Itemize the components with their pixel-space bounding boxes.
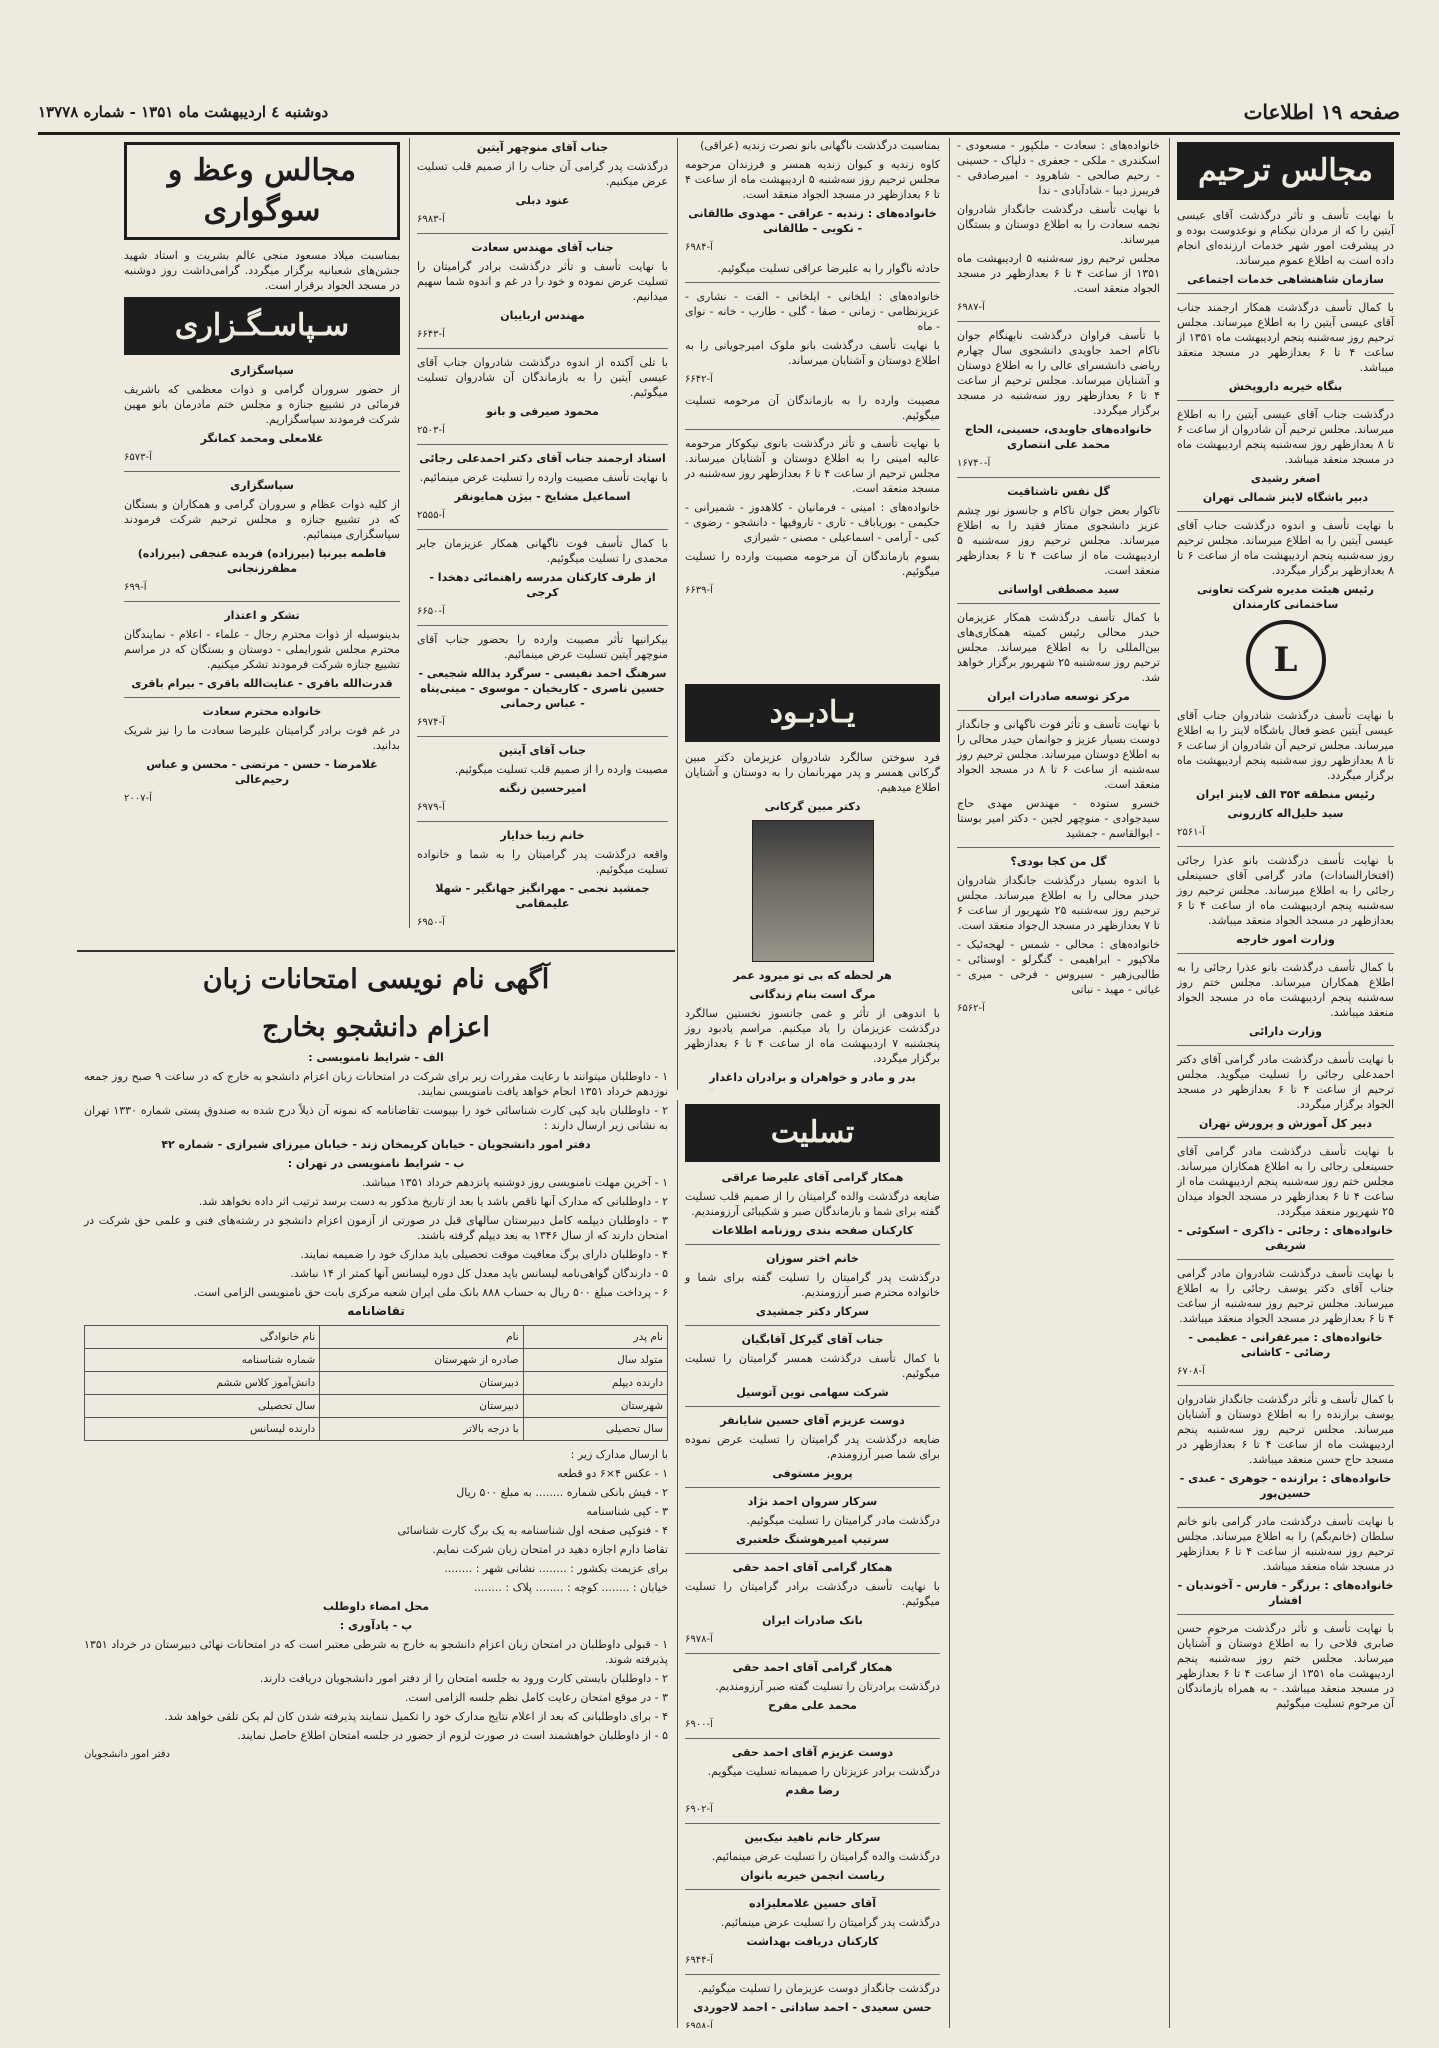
ad-code: آ-۶۹۸۷ xyxy=(957,302,985,313)
ad-code: آ-۶۵۷۳ xyxy=(124,452,152,463)
notice-text: با نهایت تأسف و تأثر درگذشت مرحوم حسن صابری فلاحی را به اطلاع دوستان و آشنایان میرساند. مجلس ختم روز سه‌شنبه پنجم اردیبهشت ماه ۱۳۵۱ از ساعت ۴ تا ۶ بعدازظهر در مسجد منعقد میباشد. - به همراه بازماندگان آن مرحوم تسلیت میگوئیم xyxy=(1177,1622,1395,1710)
divider xyxy=(1177,1385,1394,1386)
ad-text: ۲ - داوطلبان بایستی کارت ورود به جلسه امتحان را از دفتر امور دانشجویان دریافت دارند. xyxy=(259,1672,668,1685)
notice-text: با نهایت تأسف و تأثر فوت ناگهانی و جانگداز دوست بسیار عزیز و جوانمان حیدر محالی را به اطلاع دوستان میرساند. مجلس ترحیم روز سه‌شنبه از ساعت ۶ تا ۸ در مسجد الجواد منعقد است. xyxy=(957,718,1160,791)
form-row xyxy=(85,1372,668,1395)
notice-text: بسوم بازماندگان آن مرحومه مصیبت وارده را تسلیت میگوئیم. xyxy=(685,550,940,578)
notice-text: درگذشت پدر گرامی آن جناب را از صمیم قلب تسلیت عرض میکنیم. xyxy=(417,160,668,188)
notice-signature: امیرحسین زنگنه xyxy=(498,782,587,795)
notice-text: مصیبت وارده را از صمیم قلب تسلیت میگوئیم. xyxy=(454,763,668,776)
notice-text: خسرو ستوده - مهندس مهدی حاج سیدجوادی - منوچهر لجین - دکتر امیر بوستا - ابوالقاسم - جمشید xyxy=(957,797,1160,840)
ad-text: ۲ - فیش بانکی شماره ........ به مبلغ ۵۰۰ ریال xyxy=(456,1486,668,1499)
ad-text: ۵ - از داوطلبان خواهشمند است در صورت لزوم از حضور در جلسه امتحان اطلاع حاصل نمایند. xyxy=(237,1729,668,1742)
ad-title-line1: آگهی نام نویسی امتحانات زبان xyxy=(202,964,550,995)
form-cell[interactable]: دانش‌آموز کلاس ششم xyxy=(85,1372,320,1395)
form-cell[interactable]: دارنده لیسانس xyxy=(85,1418,320,1441)
divider xyxy=(685,1244,940,1245)
condolence-signature: کارکنان دریافت بهداشت xyxy=(746,1935,879,1948)
notice-signature: خانواده‌های : برازنده - جوهری - عبدی - حسین‌پور xyxy=(1179,1472,1392,1500)
notice-signature: سرهنگ احمد نفیسی - سرگرد یدالله شجیعی - حسین ناصری - کاریخیان - موسوی - مینی‌پناه - عباس رحمانی xyxy=(418,667,667,710)
divider xyxy=(1177,846,1394,847)
condolence-heading: همکار گرامی آقای احمد حقی xyxy=(732,1561,893,1574)
notice-text: مصیبت وارده را به بازماندگان آن مرحومه تسلیت میگوئیم. xyxy=(685,394,940,422)
notice-signature: محمود صیرفی و بانو xyxy=(486,405,599,418)
notice-heading: گل من کجا بودی؟ xyxy=(1010,855,1107,868)
condolence-signature: بانک صادرات ایران xyxy=(762,1614,863,1627)
ad-code: آ-۶۶۴۳ xyxy=(417,329,445,340)
sermon-banner: مجالس وعظ و سوگواری xyxy=(124,142,400,240)
col1-notices xyxy=(1177,208,1394,612)
notice-text: خانواده‌های : سعادت - ملکپور - مسعودی - اسکندری - ملکی - جعفری - دلپاک - حسینی - رحیم صالحی - شاهرود - امیرصادقی - فریبرز دیبا - شادآبادی - ندا xyxy=(957,139,1160,197)
notice-text: با نهایت تأسف مصیبت وارده را تسلیت عرض مینمائیم. xyxy=(419,471,668,484)
notice-signature: قدرت‌الله باقری - عنایت‌الله باقری - بیرام باقری xyxy=(131,677,393,690)
ad-code: آ-۶۹۵۸ xyxy=(685,2021,713,2028)
condolence-text: درگذشت مادر گرامیتان را تسلیت میگوئیم. xyxy=(746,1514,940,1527)
divider xyxy=(1177,1614,1394,1615)
notice-signature: سید مصطفی اواساتی xyxy=(997,583,1120,596)
memorial-caption: هر لحظه که بی تو میرود عمر xyxy=(733,969,892,982)
ad-text: با ارسال مدارک زیر : xyxy=(570,1448,668,1461)
divider xyxy=(1177,1259,1394,1260)
ad-text: ۱ - عکس ۴×۶ دو قطعه xyxy=(557,1467,668,1480)
divider xyxy=(1177,1507,1394,1508)
notice-signature: وزارت دارائی xyxy=(1249,1025,1322,1038)
memorial-text: با اندوهی از تأثر و غمی جانسوز نخستین سالگرد درگذشت عزیزمان را یاد میکنیم. مراسم یادبود روز پنجشنبه ۷ اردیبهشت ماه از ساعت ۴ تا ۶ بعدازظهر برگزار میگردد. xyxy=(685,1007,941,1065)
form-cell[interactable]: شماره شناسنامه xyxy=(85,1349,320,1372)
lions-club-logo xyxy=(1246,620,1326,700)
notice-signature: غلامرضا - حسن - مرتضی - محسن و عباس رحیم‌عالی xyxy=(146,758,378,786)
notice-text: با نهایت تأسف درگذشت مادر گرامی بانو خانم سلطان (خانم‌بگم) را به اطلاع میرساند. مجلس ترحیم روز سه‌شنبه از ساعت ۴ تا ۶ بعدازظهر در مسجد شاه منعقد میباشد. xyxy=(1177,1515,1394,1573)
notice-signature: خانواده‌های : رجائی - ذاکری - اسکوئی - شریفی xyxy=(1177,1224,1394,1252)
condolence-signature: شرکت سهامی نوین آتوسیل xyxy=(736,1386,889,1399)
condolence-heading: دوست عزیزم آقای احمد حقی xyxy=(731,1746,894,1759)
divider xyxy=(957,603,1160,604)
ad-code: آ-۱۶۷۴۰ xyxy=(957,458,991,469)
ad-code: آ-۶۹۹ xyxy=(124,582,147,593)
notice-text: واقعه درگذشت پدر گرامیتان را به شما و خانواده تسلیت میگوئیم. xyxy=(417,848,668,876)
ad-code xyxy=(685,1089,940,1090)
form-title: تقاضانامه xyxy=(347,1304,405,1318)
condolence-signature: سرتیپ امیرهوشنگ خلعتبری xyxy=(735,1533,890,1546)
divider xyxy=(685,1325,940,1326)
date-issue: دوشنبه ٤ اردیبهشت ماه ۱۳۵۱ - شماره ۱۳۷۷۸ xyxy=(38,103,329,121)
notice-signature: از طرف کارکنان مدرسه راهنمائی دهخدا - کرجی xyxy=(429,571,656,599)
condolence-heading: همکار گرامی آقای علیرضا عراقی xyxy=(721,1171,904,1184)
ad-text: برای عزیمت بکشور : ........ نشانی شهر : ........ xyxy=(444,1562,668,1575)
form-cell[interactable]: سال تحصیلی xyxy=(523,1418,667,1441)
form-row xyxy=(85,1395,668,1418)
form-cell[interactable]: دارنده دیپلم xyxy=(523,1372,667,1395)
condolence-text: با کمال تأسف درگذشت همسر گرامیتان را تسلیت میگوئیم. xyxy=(685,1352,940,1380)
ad-text: ۲ - داوطلبانی که مدارک آنها ناقص باشد یا بعد از تاریخ مذکور به دست برسد ترتیب اثر داده نخواهد شد. xyxy=(198,1195,668,1208)
notice-heading: سپاسگزاری xyxy=(230,479,294,492)
divider xyxy=(417,625,668,626)
notice-signature: خانواده‌های : زندیه - عراقی - مهدوی طالقانی - نکویی - طالقانی xyxy=(688,207,937,235)
notice-text: با نهایت تأسف و تأثر درگذشت آقای عیسی آیتین را که از مردان نیکنام و نوعدوست بوده و در پیشرفت امور شهر خدمات ارزنده‌ای انجام داده است به اطلاع عموم میرساند. xyxy=(1177,209,1394,267)
notice-signature: رئیس منطقه ۳۵۴ الف لاینز ایران xyxy=(1196,788,1375,801)
notice-text: بیکرانیها تأثر مصیبت وارده را بحضور جناب آقای منوچهر آیتین تسلیت عرض مینمائیم. xyxy=(417,633,668,661)
ad-text: ۵ - دارندگان گواهی‌نامه لیسانس باید معدل کل دوره لیسانس آنها کمتر از ۱۴ نباشد. xyxy=(290,1267,668,1280)
notice-text: با نهایت تأسف درگذشت بانو ملوک امیرجویانی را به اطلاع دوستان و آشنایان میرساند. xyxy=(685,339,940,367)
page-label: صفحه ۱۹ اطلاعات xyxy=(1243,100,1400,124)
divider xyxy=(957,477,1160,478)
notice-text: با اندوه بسیار درگذشت جانگداز شادروان حیدر محالی را به اطلاع میرساند. مجلس ترحیم روز سه‌شنبه ۲۵ شهریور از ساعت ۶ تا ۷ بعدازظهر در مسجد ال‌جواد منعقد است. xyxy=(957,874,1160,932)
notice-text: با تلی آکنده از اندوه درگذشت شادروان جناب آقای عیسی آیتین را به بازماندگان آن شادروان تسلیت میگوئیم. xyxy=(417,356,668,399)
ad-code: آ-۶۹۸۳ xyxy=(417,214,445,225)
notice-text: از کلیه ذوات عظام و سروران گرامی و همکاران و بستگان که در تشییع جنازه و مجلس ترحیم شرکت فرمودند سپاسگزاری مینمائیم. xyxy=(124,498,400,541)
divider xyxy=(685,1653,940,1654)
form-cell[interactable]: نام پدر xyxy=(523,1326,667,1349)
ad-code: آ-۶۹۷۸ xyxy=(685,1634,713,1645)
notice-signature: خانواده‌های : برزگر - فارس - آخوندیان - افشار xyxy=(1177,1579,1394,1607)
notice-heading: جناب آقای مهندس سعادت xyxy=(471,241,614,254)
divider xyxy=(1177,1045,1394,1046)
condolence-banner: تسلیت xyxy=(685,1104,940,1162)
condolence-text: درگذشت برادر عزیزتان را صمیمانه تسلیت میگویم. xyxy=(707,1765,940,1778)
condolence-heading: همکار گرامی آقای احمد حقی xyxy=(732,1661,893,1674)
condolence-heading: خانم اختر سوزان xyxy=(766,1252,859,1265)
ad-text: ۴ - فتوکپی صفحه اول شناسنامه به یک برگ کارت شناسائی xyxy=(397,1524,668,1537)
column-5 xyxy=(117,138,407,928)
application-form xyxy=(84,1325,668,1441)
divider xyxy=(417,348,668,349)
condolence-heading: دوست عزیزم آقای حسین شایانفر xyxy=(720,1414,905,1427)
ad-code: آ-۲۰۰۷ xyxy=(124,793,152,804)
condolence-signature: پرویز مستوفی xyxy=(772,1467,853,1480)
notice-heading: استاد ارجمند جناب آقای دکتر احمدعلی رجائی xyxy=(419,452,666,465)
ad-signature: دفتر امور دانشجویان xyxy=(84,1749,170,1760)
ad-section-a: الف - شرایط نامنویسی : xyxy=(308,1051,444,1064)
divider xyxy=(685,1487,940,1488)
form-row xyxy=(85,1349,668,1372)
notice-heading: تشکر و اعتذار xyxy=(224,609,300,622)
notice-text: با نهایت تأسف و تأثر درگذشت بانوی نیکوکار مرحومه عالیه امینی را به اطلاع دوستان و آشنایان میرساند. مجلس ترحیم از ساعت ۴ تا ۶ بعدازظهر روز سه‌شنبه در مسجد منعقد است. xyxy=(685,437,940,495)
ad-code: آ-۶۹۸۴ xyxy=(685,242,713,253)
ad-code: آ-۲۵۰۳ xyxy=(417,425,445,436)
divider xyxy=(685,1974,940,1975)
notice-text: با نهایت تأسف درگذشت مادر گرامی آقای حسینعلی رجائی را به اطلاع همکاران میرساند. مجلس ختم روز سه‌شنبه پنجم اردیبهشت ماه از ساعت ۴ تا ۶ بعدازظهر در مسجد الجواد میدان ۲۵ شهریور منعقد میگردد. xyxy=(1177,1145,1394,1218)
form-cell[interactable]: دبیرستان xyxy=(320,1372,524,1395)
notice-heading: جناب آقای منوچهر آیتین xyxy=(476,141,609,154)
notice-text: از حضور سروران گرامی و ذوات معظمی که باشریف فرمائی در تشییع جنازه و مجلس ختم مادرمان بانو مهین شرکت فرمودند سپاسگزاریم. xyxy=(124,383,400,426)
condolence-text: درگذشت پدر گرامیتان را تسلیت گفته برای شما و خانواده محترم صبر آرزومندیم. xyxy=(685,1271,940,1299)
ad-code: آ-۶۶۳۹ xyxy=(685,585,713,596)
condolence-heading: جناب آقای گیرکل آقابگیان xyxy=(741,1333,884,1346)
ad-code: آ-۲۵۶۱ xyxy=(1177,827,1205,838)
notice-text: کاوه زندیه و کیوان زندیه همسر و فرزندان مرحومه مجلس ترحیم روز سه‌شنبه ۵ اردیبهشت ماه از ساعت ۴ تا ۶ بعدازظهر در مسجد الجواد منعقد است. xyxy=(685,158,940,201)
divider xyxy=(417,821,668,822)
form-cell[interactable]: نام xyxy=(320,1326,524,1349)
condolence-signature: کارکنان صفحه بندی روزنامه اطلاعات xyxy=(711,1224,914,1237)
col1-notices-2 xyxy=(1177,708,1394,1711)
divider xyxy=(1177,1137,1394,1138)
divider xyxy=(685,429,940,430)
notice-signature: خانواده‌های جاویدی، حسینی، الحاج محمد علی انتصاری xyxy=(964,423,1153,451)
gratitude-banner: سـپاسـگـزاری xyxy=(124,297,400,355)
ad-text: ۶ - پرداخت مبلغ ۵۰۰ ریال به حساب ۸۸۸ بانک ملی ایران شعبه مرکزی بابت حق نامنویسی الزامی است. xyxy=(193,1286,668,1299)
notice-text: با کمال تأسف درگذشت همکار عزیزمان حیدر محالی رئیس کمیته همکاری‌های بین‌المللی را به اطلاع میرساند. مجلس ترحیم روز سه‌شنبه ۲۵ شهریور برگزار خواهد شد. xyxy=(957,611,1160,684)
notice-text: با نهایت تأسف درگذشت مادر گرامی آقای دکتر احمدعلی رجائی را تسلیت میگوید. مجلس ترحیم از ساعت ۴ تا ۶ بعدازظهر در مسجد الجواد برگزار میگردد. xyxy=(1177,1053,1394,1111)
ad-text: ۱ - قبولی داوطلبان در امتحان زبان اعزام دانشجو به خارج به شرطی معتبر است که در امتحانات نهائی دبیرستان در خرداد ۱۳۵۱ پذیرفته شوند. xyxy=(84,1638,668,1666)
condolence-signature: رضا مقدم xyxy=(785,1784,840,1797)
ad-code: آ-۶۹۷۹ xyxy=(417,802,445,813)
notice-text: با نهایت تأسف درگذشت جانگداز شادروان نجمه سعادت را به اطلاع دوستان و بستگان میرساند. xyxy=(957,203,1160,246)
notice-text: با کمال تأسف و تأثر درگذشت جانگداز شادروان یوسف برازنده را به اطلاع دوستان و آشنایان میرساند. مجلس ترحیم روز سه‌شنبه پنجم اردیبهشت ماه از ساعت ۴ تا ۶ بعدازظهر در مسجد حاج حسن منعقد میباشد. xyxy=(1177,1393,1394,1466)
ad-text: ۳ - داوطلبان دیپلمه کامل دبیرستان سالهای قبل در صورتی از آزمون اعزام دانشجو در رشته‌های فنی و علمی حق شرکت در امتحان دارند که از سال ۱۳۴۶ به بعد دیپلم گرفته باشند. xyxy=(84,1214,668,1242)
signature-line: محل امضاء داوطلب xyxy=(322,1600,430,1613)
ad-code: آ-۶۶۵۰ xyxy=(417,606,445,617)
condolence-signature: حسن سعیدی - احمد ساداتی - احمد لاجوردی xyxy=(693,2001,932,2014)
divider xyxy=(417,233,668,234)
notice-text: خانواده‌های : محالی - شمس - لهجه‌ئیک - ملاکپور - ابراهیمی - گنگرلو - اوستائی - طالبی‌زهیر - سیروس - فرخی - میری - غیاثی - مهید - نباتی xyxy=(957,938,1160,996)
divider xyxy=(685,1553,940,1554)
ad-text: ۱ - آخرین مهلت نامنویسی روز دوشنبه پانزدهم خرداد ۱۳۵۱ میباشد. xyxy=(361,1176,668,1189)
condolence-signature: محمد علی مفرح xyxy=(768,1699,857,1712)
notice-text: با نهایت تأسف و تأثر درگذشت برادر گرامیتان را تسلیت عرض نموده و خود را در غم و اندوه شما سهیم میدانیم. xyxy=(417,260,668,303)
notice-text: با کمال تأسف درگذشت بانو عذرا رجائی را به اطلاع همکاران میرساند. مجلس ختم روز سه‌شنبه پنجم اردیبهشت ماه در مسجد الجواد منعقد میباشد. xyxy=(1177,961,1394,1019)
notice-signature: اسماعیل مشایخ - بیژن همایونفر xyxy=(454,490,631,503)
condolence-heading: سرکار خانم ناهید نیک‌بین xyxy=(744,1831,881,1844)
notice-text: با نهایت تأسف درگذشت شادروان جناب آقای عیسی آیتین عضو فعال باشگاه لاینز را به اطلاع میرساند. مجلس ترحیم آن شادروان از ساعت ۶ تا ۸ بعدازظهر روز سه‌شنبه پنجم اردیبهشت ماه برگزار میگردد. xyxy=(1177,709,1394,782)
condolence-text: درگذشت برادرتان را تسلیت گفته صبر آرزومندیم. xyxy=(715,1680,940,1693)
form-row xyxy=(85,1418,668,1441)
ad-text: ۱ - داوطلبان میتوانند با رعایت مقررات زیر برای شرکت در امتحانات زبان اعزام دانشجو به خارج که در ساعت ۹ صبح روز جمعه نوزدهم خرداد ۱۳۵۱ انجام خواهد یافت نامنویسی نمایند. xyxy=(84,1070,668,1098)
notice-text: در غم فوت برادر گرامیتان علیرضا سعادت ما را نیز شریک بدانید. xyxy=(124,724,400,752)
ad-text: ۳ - کپی شناسنامه xyxy=(586,1505,668,1518)
ad-code: آ-۶۵۶۲ xyxy=(957,1003,985,1014)
ad-text: خیابان : ........ کوچه : ........ پلاک : ........ xyxy=(473,1581,668,1594)
form-cell[interactable]: با درجه بالاتر xyxy=(320,1418,524,1441)
notice-signature: رئیس هیئت مدیره شرکت تعاونی ساختمانی کارمندان xyxy=(1197,583,1374,611)
divider xyxy=(1177,293,1394,294)
notice-signature: جمشید نجمی - مهرانگیز جهانگیر - شهلا علیمقامی xyxy=(435,882,650,910)
notice-signature: عنود دبلی xyxy=(515,194,570,207)
divider xyxy=(124,697,400,698)
form-cell[interactable]: متولد سال xyxy=(523,1349,667,1372)
condolence-heading: آقای حسین غلامعلیزاده xyxy=(749,1897,876,1910)
ad-section-b: ب - شرایط نامنویسی در تهران : xyxy=(287,1157,465,1170)
condolence-text: درگذشت پدر گرامیتان را تسلیت عرض مینمائیم. xyxy=(720,1916,940,1929)
ad-text: ۴ - داوطلبان دارای برگ معافیت موقت تحصیلی باید مدارک خود را ضمیمه نمایند. xyxy=(300,1248,668,1261)
memorial-block xyxy=(677,680,947,1090)
ad-section-c: پ - یادآوری : xyxy=(339,1619,413,1632)
ad-address: دفتر امور دانشجویان - خیابان کریمخان زند - خیابان میرزای شیرازی - شماره ۴۲ xyxy=(161,1138,591,1151)
notice-text: با نهایت تأسف و اندوه درگذشت جناب آقای عیسی آیتین را به اطلاع میرساند. مجلس ترحیم روز سه‌شنبه پنجم اردیبهشت ماه از ساعت ۶ تا ۸ بعدازظهر برگزار میگردد. xyxy=(1177,519,1394,577)
ad-code: آ-۶۹۰۲ xyxy=(685,1804,713,1815)
condolence-signature: سرکار دکتر جمشیدی xyxy=(756,1305,869,1318)
notice-signature: دبیر کل آموزش و پرورش تهران xyxy=(1198,1117,1372,1130)
notice-signature: سازمان شاهنشاهی خدمات اجتماعی xyxy=(1187,273,1384,286)
column-1 xyxy=(1169,138,1401,2028)
condolence-text: ضایعه درگذشت والده گرامیتان را از صمیم قلب تسلیت گفته برای شما و بازماندگان صبر و شکیبائی آرزومندیم. xyxy=(685,1190,940,1218)
notice-signature: بنگاه خیریه داروپخش xyxy=(1228,380,1343,393)
divider xyxy=(957,321,1160,322)
form-cell[interactable]: سال تحصیلی xyxy=(85,1395,320,1418)
form-cell[interactable]: شهرستان xyxy=(523,1395,667,1418)
language-exam-ad xyxy=(77,950,675,2028)
notice-signature: فاطمه بیرنیا (بیرزاده) فریده عنجفی (بیرزاده) مظفرزنجانی xyxy=(137,547,387,575)
divider xyxy=(685,1406,940,1407)
ad-code: آ-۶۶۴۲ xyxy=(685,374,713,385)
condolence-block xyxy=(677,1100,947,2028)
ad-code: آ-۶۹۵۰ xyxy=(417,917,445,928)
notice-signature: مرکز توسعه صادرات ایران xyxy=(987,690,1130,703)
divider xyxy=(417,444,668,445)
ad-code: آ-۶۷۰۸ xyxy=(1177,1366,1205,1377)
notice-signature: اصغر رشیدی xyxy=(1250,472,1321,485)
condolence-text: درگذشت جانگداز دوست عزیزمان را تسلیت میگوئیم. xyxy=(697,1982,940,1995)
notice-text: درگذشت جناب آقای عیسی آیتین را به اطلاع میرساند. مجلس ترحیم آن شادروان از ساعت ۶ تا ۸ بعدازظهر روز سه‌شنبه پنجم اردیبهشت ماه در مسجد منعقد میباشد. xyxy=(1177,408,1394,466)
divider xyxy=(685,1738,940,1739)
notice-text: خانواده‌های : امینی - فرمانیان - کلاهدوز - شمیرانی - حکیمی - بوریاباف - تاری - تاروفیها - دانشجو - رضوی - کبی - آرامی - اسماعیلی - مصنی - شیرازی xyxy=(685,501,940,544)
notice-text: با کمال تأسف فوت ناگهانی همکار عزیزمان جابر محمدی را تسلیت میگوئیم. xyxy=(417,537,668,565)
divider xyxy=(124,471,400,472)
notice-heading: جناب آقای آیتین xyxy=(498,744,587,757)
divider xyxy=(957,847,1160,848)
notice-heading: خانواده محترم سعادت xyxy=(202,705,322,718)
form-cell[interactable]: نام خانوادگی xyxy=(85,1326,320,1349)
divider xyxy=(417,736,668,737)
notice-signature: مهندس ارباییان xyxy=(500,309,585,322)
memorial-signature: بدر و مادر و خواهران و برادران داغدار xyxy=(709,1071,916,1084)
notice-signature: غلامعلی ومحمد کمانگر xyxy=(200,432,324,445)
ad-code: آ-۲۵۵۵ xyxy=(417,510,445,521)
divider xyxy=(685,282,940,283)
form-row xyxy=(85,1326,668,1349)
column-4 xyxy=(409,138,675,928)
divider xyxy=(1177,400,1394,401)
divider xyxy=(124,601,400,602)
divider xyxy=(1177,511,1394,512)
notice-text: خانواده‌های : ایلخانی - ایلخانی - الفت - نشاری - عزیزنظامی - زمانی - صفا - گلی - طارب - خانه - نوای - ماه xyxy=(685,290,940,333)
notice-heading: سپاسگزاری xyxy=(230,364,294,377)
divider xyxy=(1177,953,1394,954)
notice-heading: گل نفس تاشتاقیت xyxy=(1007,485,1110,498)
memorial-banner: یـادبـود xyxy=(685,684,940,742)
memorial-portrait xyxy=(752,820,874,962)
notice-text: مجلس ترحیم روز سه‌شنبه ۵ اردیبهشت ماه ۱۳۵۱ از ساعت ۴ تا ۶ بعدازظهر در مسجد الجواد منعقد است. xyxy=(957,252,1160,295)
ad-text: ۳ - در موقع امتحان رعایت کامل نظم جلسه الزامی است. xyxy=(404,1691,668,1704)
notice-text: بدینوسیله از ذوات محترم رجال - علماء - اعلام - نمایندگان محترم مجلس شورایملی - دوستان و بستگان که در مراسم تشییع جنازه شرکت فرمودند تشکر میکنیم. xyxy=(124,628,400,671)
notice-signature: دبیر باشگاه لاینز شمالی تهران xyxy=(1202,491,1369,504)
notice-text: بمناسبت میلاد مسعود منجی عالم بشریت و استاد شهید جشن‌های شعبانیه برگزار میگردد. گرامی‌داشت روز دوشنبه در مسجد الجواد برقرار است. xyxy=(124,249,400,292)
notice-text: با نهایت تأسف درگذشت بانو عذرا رجائی (افتخارالسادات) مادر گرامی آقای حسینعلی رجائی را به اطلاع میرساند. مجلس ترحیم روز سه‌شنبه پنجم اردیبهشت ماه از ساعت ۴ تا ۶ بعدازظهر در مسجد الجواد منعقد میباشد. xyxy=(1177,854,1395,927)
condolence-text: با نهایت تأسف درگذشت برادر گرامیتان را تسلیت میگوئیم. xyxy=(685,1580,940,1608)
memorial-name: دکتر مبین گرکانی xyxy=(764,800,861,813)
ad-title-line2: اعزام دانشجو بخارج xyxy=(262,1012,490,1043)
ad-text: ۲ - داوطلبان باید کپی کارت شناسائی خود را بپیوست تقاضانامه که نمونه آن ذیلاً درج شده به صندوق پستی شماره ۱۳۳۰ تهران به نشانی زیر ارسال دارند : xyxy=(84,1104,668,1132)
divider xyxy=(685,1823,940,1824)
condolence-gatherings-banner: مجالس ترحیم xyxy=(1177,142,1394,200)
memorial-text: فرد سوختن سالگرد شادروان عزیزمان دکتر مبین گرکانی همسر و پدر مهربانمان را به دوستان و آشنایان اطلاع میدهیم. xyxy=(685,751,940,794)
condolence-text: درگذشت والده گرامیتان را تسلیت عرض مینمائیم. xyxy=(711,1850,940,1863)
notice-heading: خانم زیبا خدایار xyxy=(500,829,585,842)
masthead xyxy=(38,92,1400,135)
lions-logo-letter: L xyxy=(1273,639,1298,680)
notice-text: حادثه ناگوار را به علیرضا عراقی تسلیت میگوئیم. xyxy=(717,262,940,275)
notice-text: تاکوار بعض جوان ناکام و جانسوز نور چشم عزیز دانشجوی ممتاز فقید را به اطلاع میرساند. مجلس ترحیم روز سه‌شنبه ۵ اردیبهشت ماه از ساعت ۴ تا ۶ بعدازظهر منعقد است. xyxy=(957,504,1161,577)
notice-signature: خانواده‌های : میرغفرانی - عظیمی - رضائی - کاشانی xyxy=(1188,1331,1383,1359)
condolence-text: ضایعه درگذشت پدر گرامیتان را تسلیت عرض نموده برای شما صبر آرزومندم. xyxy=(685,1433,940,1461)
notice-text: با نهایت تأسف درگذشت شادروان مادر گرامی جناب آقای دکتر یوسف رجائی را به اطلاع میرساند. مجلس ترحیم روز سه‌شنبه از ساعت ۴ تا ۶ بعدازظهر در مسجد الجواد منعقد میباشد. xyxy=(1177,1267,1394,1325)
notice-signature: سید خلیل‌اله کازرونی xyxy=(1227,807,1344,820)
divider xyxy=(685,1889,940,1890)
divider xyxy=(957,710,1160,711)
notice-text: با کمال تأسف درگذشت همکار ارجمند جناب آقای عیسی آیتین را به اطلاع میرساند. مجلس ترحیم روز سه‌شنبه پنجم اردیبهشت ماه ۱۳۵۱ از ساعت ۴ تا ۶ بعدازظهر در مسجد منعقد میباشد. xyxy=(1176,301,1395,374)
column-2 xyxy=(949,138,1167,2028)
condolence-heading: سرکار سروان احمد نژاد xyxy=(747,1495,878,1508)
ad-code: آ-۶۹۴۴ xyxy=(685,1955,713,1966)
memorial-verse: مرگ است بنام زندگانی xyxy=(749,988,876,1001)
notice-text: با تأسف فراوان درگذشت نابهنگام جوان ناکام احمد جاویدی دانشجوی سال چهارم ریاضی دانشسرای عالی را به اطلاع دوستان و آشنایان میرساند. مجلس ترحیم از ساعت ۴ تا ۶ بعدازظهر روز سه‌شنبه در مسجد برگزار میگردد. xyxy=(957,329,1161,417)
condolence-signature: ریاست انجمن خیریه بانوان xyxy=(740,1869,885,1882)
ad-text: ۴ - برای داوطلبانی که بعد از اعلام نتایج مدارک خود را تکمیل ننمایند پذیرفته شدن کان لم یکن تلقی خواهد شد. xyxy=(164,1710,668,1723)
notice-signature: وزارت امور خارجه xyxy=(1236,933,1335,946)
form-cell[interactable]: صادره از شهرستان xyxy=(320,1349,524,1372)
divider xyxy=(417,529,668,530)
form-cell[interactable]: دبیرستان xyxy=(320,1395,524,1418)
ad-text: تقاضا دارم اجازه دهید در امتحان زبان شرکت نمایم. xyxy=(432,1543,668,1556)
ad-code: آ-۶۹۷۴ xyxy=(417,717,445,728)
notice-text: بمناسبت درگذشت ناگهانی بانو نصرت زندیه (عراقی) xyxy=(700,139,940,152)
ad-code: آ-۶۹۰۰ xyxy=(685,1719,713,1730)
